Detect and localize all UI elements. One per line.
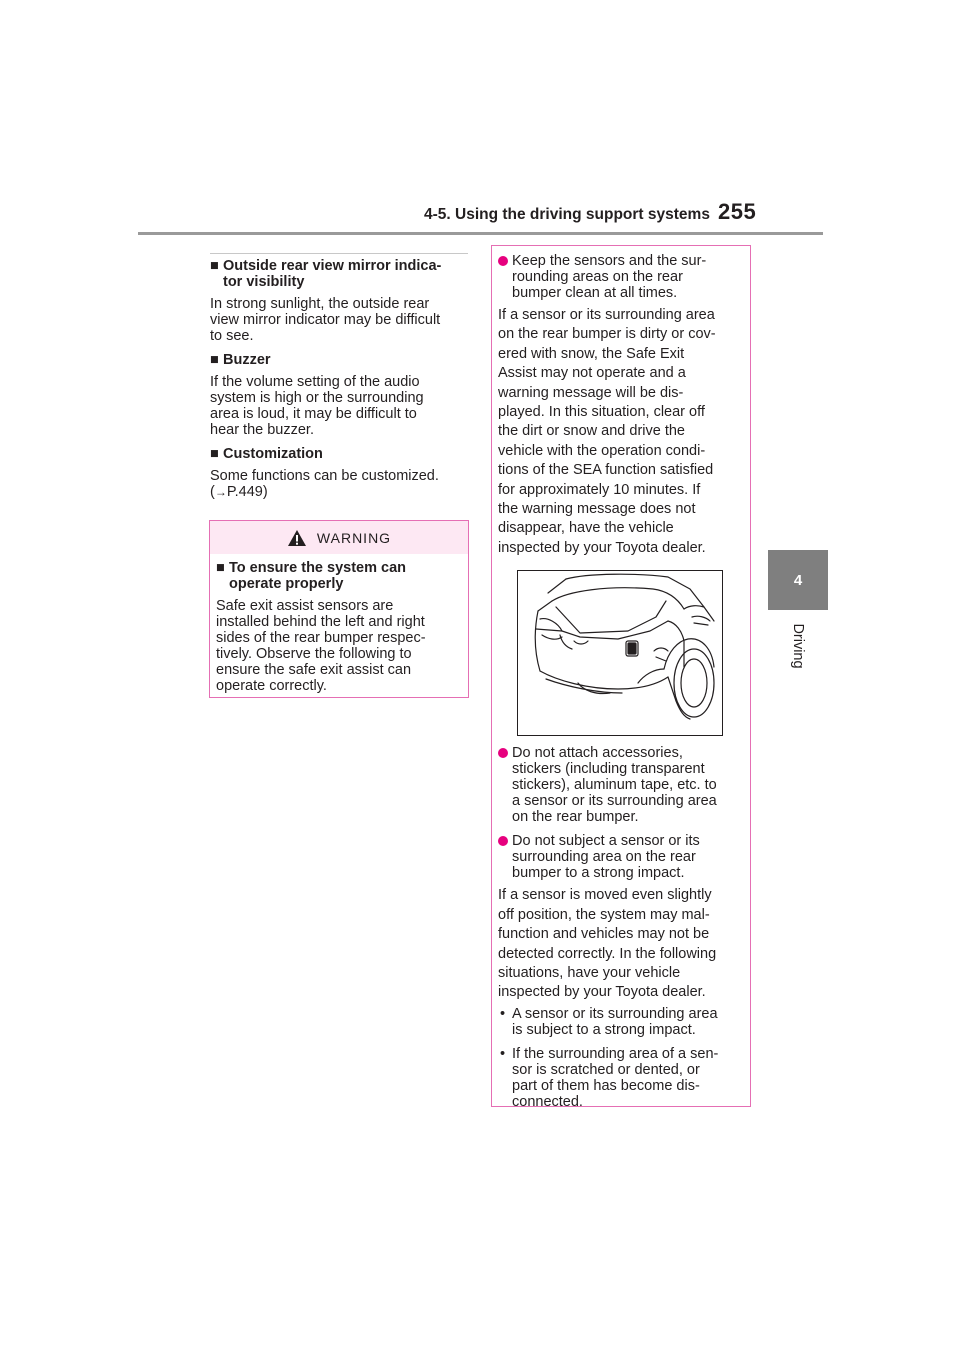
bullet-text: Do not attach accessories, stickers (including transparent stickers), aluminum tape, etc. to a sensor or its surrounding area on the rear bumper. [512, 745, 717, 826]
left-column [210, 253, 472, 500]
bullet-dot-icon [498, 748, 508, 758]
header-divider [138, 232, 823, 235]
buzzer-heading [210, 352, 472, 368]
list-item [498, 1046, 744, 1110]
warning-text: Safe exit assist sensors are installed behind the left and right sides of the rear bumper respec- tively. Observe the following to ensure the safe exit assist can operate correctly. [216, 598, 426, 694]
list-item [498, 253, 744, 301]
square-bullet-icon: ■ [210, 258, 219, 274]
chapter-tab-label-box [768, 616, 828, 676]
list-item [498, 833, 744, 881]
chapter-number: 4 [793, 571, 803, 589]
list-item [498, 745, 744, 825]
bullet-dot-icon [498, 256, 508, 266]
customization-heading [210, 446, 472, 462]
chapter-title: Driving [790, 623, 806, 669]
dash-text: If the surrounding area of a sen- sor is scratched or dented, or part of them has become dis- connected. [512, 1045, 719, 1110]
warning-heading [216, 560, 463, 592]
warning-heading-text: To ensure the system can operate properly [229, 560, 407, 592]
buzzer-heading-text: Buzzer [223, 352, 271, 368]
paragraph: If a sensor or its surrounding area on the rear bumper is dirty or cov- ered with snow, the Safe Exit Assist may not operate and a warning message will be dis- played. In this situation, clear off the dirt or snow and drive the vehicle with the operation condi- tions of the SEA function satisfied for approximately 10 minutes. If the warning message does not disappear, have the vehicle inspected by your Toyota dealer. [498, 307, 716, 556]
warning-header [210, 521, 468, 554]
mirror-heading [210, 258, 472, 290]
dash-bullet-icon: • [500, 1045, 506, 1062]
bullet-text: Do not subject a sensor or its surrounding area on the rear bumper to a strong impact. [512, 833, 700, 882]
buzzer-text: If the volume setting of the audio system is high or the surrounding area is loud, it may be difficult to hear the buzzer. [210, 374, 424, 438]
dash-text: A sensor or its surrounding area is subject to a strong impact. [512, 1005, 718, 1038]
warning-box [209, 520, 469, 698]
mirror-heading-text: Outside rear view mirror indica- tor visibility [223, 258, 442, 290]
page-reference[interactable]: P.449 [226, 484, 263, 500]
mirror-text: In strong sunlight, the outside rear view mirror indicator may be difficult to see. [210, 296, 441, 344]
paragraph: If a sensor is moved even slightly off position, the system may mal- function and vehicles may not be detected correctly. In the following situations, have your vehicle inspected by your Toyota dealer. [498, 887, 717, 1001]
bullet-dot-icon [498, 836, 508, 846]
dash-bullet-icon: • [500, 1005, 506, 1022]
square-bullet-icon: ■ [216, 560, 225, 576]
rear-bumper-sensor-illustration [517, 570, 723, 736]
arrow-right-icon: → [214, 485, 227, 499]
warning-continued-box [491, 245, 751, 1110]
square-bullet-icon: ■ [210, 446, 219, 462]
warning-title: WARNING [316, 529, 392, 546]
page-number: 255 [718, 199, 757, 224]
bullet-text: Keep the sensors and the sur- rounding areas on the rear bumper clean at all times. [512, 253, 707, 301]
warning-body [210, 554, 468, 694]
section-title: 4-5. Using the driving support systems [424, 206, 710, 223]
warning-triangle-icon [287, 529, 307, 547]
customization-reference[interactable]: (→P.449) [210, 484, 268, 500]
customization-text: Some functions can be customized. [210, 468, 439, 484]
chapter-tab[interactable] [768, 550, 828, 610]
list-item [498, 1006, 744, 1038]
customization-heading-text: Customization [223, 446, 323, 462]
section-divider [210, 253, 468, 254]
square-bullet-icon: ■ [210, 352, 219, 368]
